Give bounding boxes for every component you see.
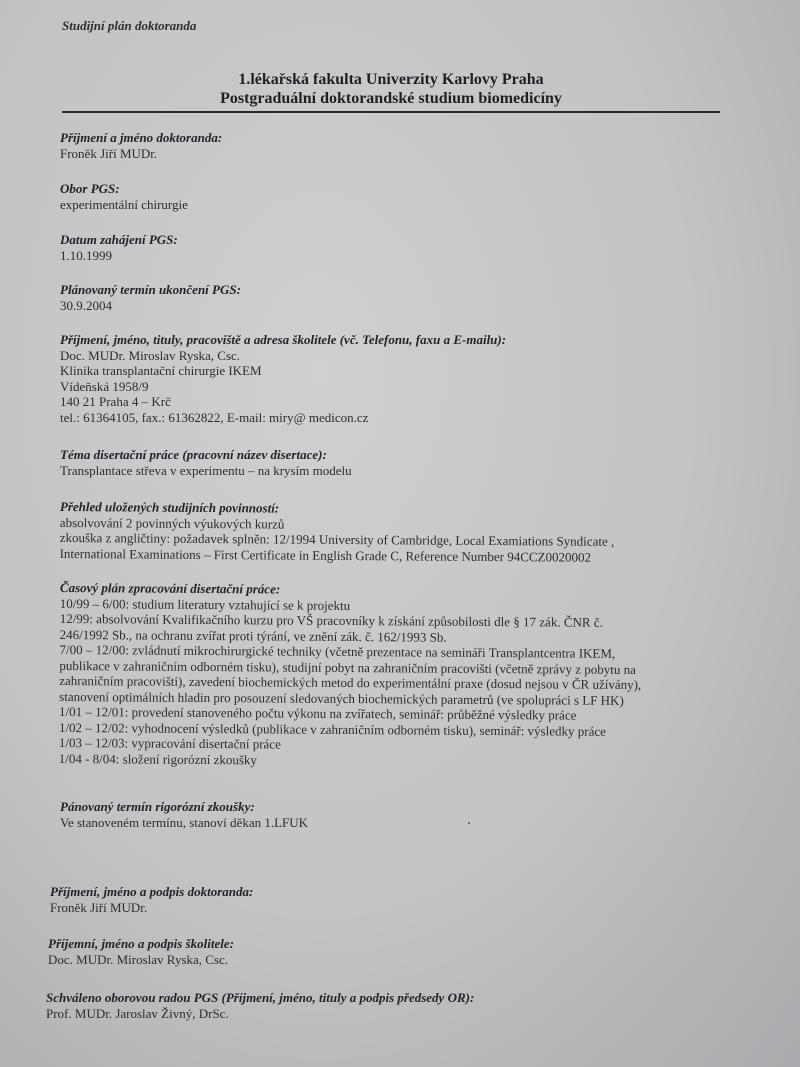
schedule-line: 246/1992 Sb., na ochranu zvířat proti týrání, ve znění zák. č. 162/1993 Sb.: [59, 626, 447, 645]
section-label: Příjmení, jméno, tituly, pracoviště a adresa školitele (vč. Telefonu, faxu a E-mailu):: [60, 332, 507, 347]
schedule-line: 1/03 – 12/03: vypracování disertační práce: [58, 734, 281, 752]
supervisor-line: 140 21 Praha 4 – Krč: [60, 394, 171, 409]
document-title: Studijní plán doktoranda: [62, 18, 197, 33]
supervisor-line: Doc. MUDr. Miroslav Ryska, Csc.: [60, 347, 241, 363]
section-value: Ve stanoveném termínu, stanoví děkan 1.LFUK: [60, 814, 309, 830]
section-label: Plánovaný termín ukončení PGS:: [60, 282, 241, 297]
section-thesis-topic: [60, 447, 740, 478]
paper-speck: [468, 822, 470, 824]
section-board-approval: [46, 990, 726, 1021]
schedule-line: 10/99 – 6/00: studium literatury vztahující se k projektu: [59, 595, 351, 613]
schedule-line: zahraničním pracovišti), zavedení biochemických metod do experimentální praxe (dosud nejsou v ČR užívány),: [59, 672, 642, 693]
section-end-date: [60, 282, 740, 313]
section-label: Datum zahájení PGS:: [60, 232, 178, 247]
schedule-line: 1/02 – 12/02: vyhodnocení výsledků (publikace v zahraničním odborném tisku), seminář: výsledky práce: [58, 719, 606, 739]
section-rigorosum-date: [60, 799, 740, 830]
section-student-name: [60, 130, 740, 161]
duties-line: zkouška z angličtiny: požadavek splněn: 12/1994 University of Cambridge, Local Examiations Syndicate ,: [59, 529, 615, 549]
header-divider: [62, 111, 720, 113]
schedule-line: 1/04 - 8/04: složení rigorózní zkoušky: [58, 750, 258, 767]
section-thesis-schedule: [59, 580, 740, 771]
faculty-header: [62, 70, 720, 108]
duties-line: International Examinations – First Certificate in English Grade C, Reference Number 94CCZ0020002: [59, 545, 592, 565]
schedule-line: 7/00 – 12/00: zvládnutí mikrochirurgické techniky (včetně prezentace na semináři Transplantcentra IKEM,: [59, 641, 616, 661]
supervisor-line: Klinika transplantační chirurgie IKEM: [60, 363, 262, 378]
supervisor-line: tel.: 61364105, fax.: 61362822, E-mail: miry@ medicon.cz: [60, 409, 369, 425]
section-label: Příjmení a jméno doktoranda:: [60, 130, 223, 145]
faculty-name: 1.lékařská fakulta Univerzity Karlovy Praha: [238, 71, 544, 88]
supervisor-line: Vídeňská 1958/9: [60, 378, 149, 394]
section-label: Příjmení, jméno a podpis doktoranda:: [50, 884, 254, 899]
section-start-date: [60, 232, 740, 263]
schedule-line: 1/01 – 12/01: provedení stanoveného počtu výkonu na zvířatech, seminář: průběžné výsledky práce: [59, 703, 577, 723]
section-value: 30.9.2004: [60, 297, 112, 313]
section-value: 1.10.1999: [60, 247, 112, 263]
section-study-duties: [60, 499, 740, 566]
section-label: Přehled uložených studijních povinností:: [59, 499, 280, 516]
section-label: Pánovaný termín rigorózní zkoušky:: [60, 799, 255, 814]
schedule-line: publikace v zahraničním odborném tisku), studijní pobyt na zahraničním pracovišti (včetně zprávy z pobytu na: [59, 657, 636, 677]
section-supervisor: [60, 332, 740, 425]
section-value: Froněk Jiří MUDr.: [50, 899, 148, 915]
section-label: Příjemní, jméno a podpis školitele:: [48, 936, 234, 951]
section-student-signature: [50, 884, 730, 915]
section-value: Froněk Jiří MUDr.: [60, 145, 158, 161]
section-value: Transplantace střeva v experimentu – na krysím modelu: [60, 462, 352, 478]
section-label: Obor PGS:: [60, 181, 120, 196]
duties-line: absolvování 2 povinných výukových kurzů: [59, 514, 285, 532]
section-supervisor-signature: [48, 936, 728, 967]
program-name: Postgraduální doktorandské studium biomedicíny: [220, 90, 562, 107]
section-value: experimentální chirurgie: [60, 196, 188, 212]
section-label: Schváleno oborovou radou PGS (Příjmení, jméno, tituly a podpis předsedy OR):: [46, 990, 475, 1005]
schedule-line: 12/99: absolvování Kvalifikačního kurzu pro VŠ pracovníky k získání způsobilosti dle § 17 zák. ČNR č.: [59, 610, 603, 630]
section-label: Časový plán zpracování disertační práce:: [59, 580, 281, 597]
schedule-line: stanovení optimálních hladin pro posouzení sledovaných biochemických parametrů (ve spolupráci s LF HK): [59, 688, 624, 708]
section-value: Doc. MUDr. Miroslav Ryska, Csc.: [48, 951, 229, 967]
section-label: Téma disertační práce (pracovní název disertace):: [60, 447, 327, 462]
section-field: [60, 181, 740, 212]
section-value: Prof. MUDr. Jaroslav Živný, DrSc.: [46, 1005, 229, 1021]
